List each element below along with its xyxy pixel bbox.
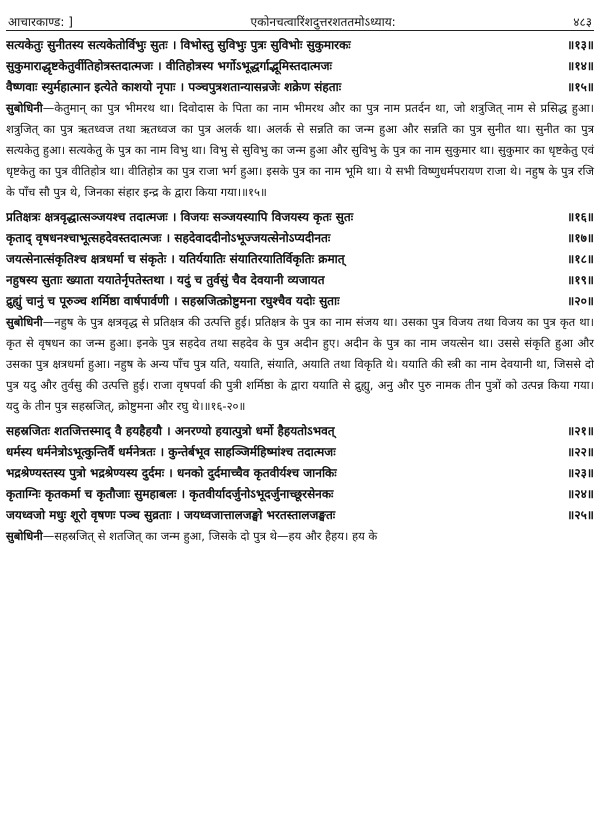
verse-line: कृताग्निः कृतकर्मा च कृतौजाः सुमहाबलः । कृतवीर्यादर्जुनोऽभूदर्जुनाच्छूरसेनकः ॥२४॥ — [6, 487, 594, 501]
verse-line: जयध्वजो मधुः शूरो वृषणः पञ्च सुव्रताः । जयध्वजात्तालजङ्घो भरतस्तालजङ्घतः ॥२५॥ — [6, 508, 594, 522]
verse-block-1 — [6, 35, 594, 98]
commentary-3 — [6, 526, 594, 547]
verse-line: द्रुह्युं चानुं च पूरुञ्च शर्मिष्ठा वार्षपार्वणी । सहस्रजित्क्रोष्टुमना रघुश्चैव यदोः सुताः ॥२०॥ — [6, 294, 594, 308]
commentary-label: सुबोधिनी — [6, 315, 43, 329]
commentary-label: सुबोधिनी — [6, 529, 43, 543]
verse-line: सुकुमाराद्धृष्टकेतुर्वीतिहोत्रस्तदात्मजः । वीतिहोत्रस्य भर्गोऽभूद्धर्गाद्भूमिस्तदात्मजः ॥१४॥ — [6, 59, 594, 73]
commentary-text: —नहुष के पुत्र क्षत्रवृद्ध से प्रतिक्षत्र की उत्पत्ति हुई। प्रतिक्षत्र के पुत्र का नाम संजय था। उसका पुत्र विजय तथा विजय का पुत्र कृत था। कृत से वृषधन का जन्म हुआ। इनके पुत्र सहदेव तथा सहदेव के पुत्र अदीन हुए। अदीन के पुत्र का नाम जयत्सेन था। उससे संकृति हुआ और उसका पुत्र क्षत्रधर्मा हुआ। नहुष के अन्य पाँच पुत्र यति, ययाति, संयाति, अयाति तथा विकृति थे। ययाति की स्त्री का नाम देवयानी था, जिससे दो पुत्र यदु और तुर्वसु की उत्पत्ति हुई। राजा वृषपर्वा की पुत्री शर्मिष्ठा के द्वारा ययाति से द्रुह्यु, अनु और पुरु नामक तीन पुत्रों को उत्पन्न किया गया। यदु के तीन पुत्र सहस्रजित्, क्रोष्टुमना और रघु थे।॥१६-२०॥ — [6, 315, 594, 413]
header-chapter-title: एकोनचत्वारिंशदुत्तरशततमोऽध्याय: — [250, 15, 396, 29]
commentary-text: —सहस्रजित् से शतजित् का जन्म हुआ, जिसके दो पुत्र थे—हय और हैहय। हय के — [42, 529, 378, 543]
verse-line: वैष्णवाः स्युर्महात्मान इत्येते काशयो नृपाः । पञ्चपुत्रशतान्यासन्रजेः शक्रेण संहताः ॥१५॥ — [6, 80, 594, 94]
commentary-label: सुबोधिनी — [6, 101, 43, 115]
verse-block-3 — [6, 421, 594, 526]
page-number: ४८३ — [573, 15, 592, 29]
verse-line: कृताद् वृषधनश्चाभूत्सहदेवस्तदात्मजः । सहदेवाददीनोऽभूज्जयत्सेनोऽप्यदीनतः ॥१७॥ — [6, 231, 594, 245]
page — [6, 4, 594, 547]
verse-line: भद्रश्रेण्यस्तस्य पुत्रो भद्रश्रेण्यस्य दुर्दमः । धनको दुर्दमाच्चैव कृतवीर्यश्च जानकिः ॥२३॥ — [6, 466, 594, 480]
verse-line: धर्मस्य धर्मनेत्रोऽभूत्कुन्तिर्वै धर्मनेत्रतः । कुन्तेर्बभूव साहञ्जिर्महिष्मांश्च तदात्मजः ॥२२॥ — [6, 445, 594, 459]
commentary-text: —केतुमान् का पुत्र भीमरथ था। दिवोदास के पिता का नाम भीमरथ और का पुत्र नाम प्रतर्दन था, जो शत्रुजित् नाम से प्रसिद्ध हुआ। शत्रुजित् का पुत्र ऋतध्वज तथा ऋतध्वज का पुत्र अलर्क था। अलर्क से सन्नति का जन्म हुआ और सन्नति का पुत्र सुनीत था। सुनीत का पुत्र सत्यकेतु हुआ। सत्यकेतु के पुत्र का नाम विभु था। विभु से सुविभु का जन्म हुआ और सुविभु के पुत्र का नाम सुकुमार था। सुकुमार का धृष्टकेतु एवं धृष्टकेतु का पुत्र वीतिहोत्र था। वीतिहोत्र का पुत्र राजा भर्ग हुआ। इसके पुत्र का नाम भूमि था। ये सभी विष्णुधर्मपरायण राजा थे। नहुष के पुत्र रजि के पाँच सौ पुत्र थे, जिनका संहार इन्द्र के द्वारा किया गया।॥१५॥ — [6, 101, 594, 199]
page-header — [6, 4, 594, 31]
verse-line: प्रतिक्षत्रः क्षत्रवृद्धात्सञ्जयश्च तदात्मजः । विजयः सञ्जयस्यापि विजयस्य कृतः सुतः ॥१६॥ — [6, 210, 594, 224]
commentary-1 — [6, 98, 594, 203]
verse-block-2 — [6, 207, 594, 312]
verse-line: नहुषस्य सुताः ख्याता ययातेर्नृपतेस्तथा । यदुं च तुर्वसुं चैव देवयानी व्यजायत ॥१९॥ — [6, 273, 594, 287]
header-section-title: आचारकाण्ड: ] — [8, 15, 73, 29]
verse-line: सत्यकेतुः सुनीतस्य सत्यकेतोर्विभुः सुतः । विभोस्तु सुविभुः पुत्रः सुविभोः सुकुमारकः ॥१३॥ — [6, 38, 594, 52]
verse-line: सहस्रजितः शतजित्तस्माद् वै हयहैहयौ । अनरण्यो हयात्पुत्रो धर्मो हैहयतोऽभवत् ॥२१॥ — [6, 424, 594, 438]
verse-line: जयत्सेनात्संकृतिश्च क्षत्रधर्मा च संकृतेः । यतिर्ययातिः संयातिरयातिर्विकृतिः क्रमात् ॥१८॥ — [6, 252, 594, 266]
commentary-2 — [6, 312, 594, 417]
